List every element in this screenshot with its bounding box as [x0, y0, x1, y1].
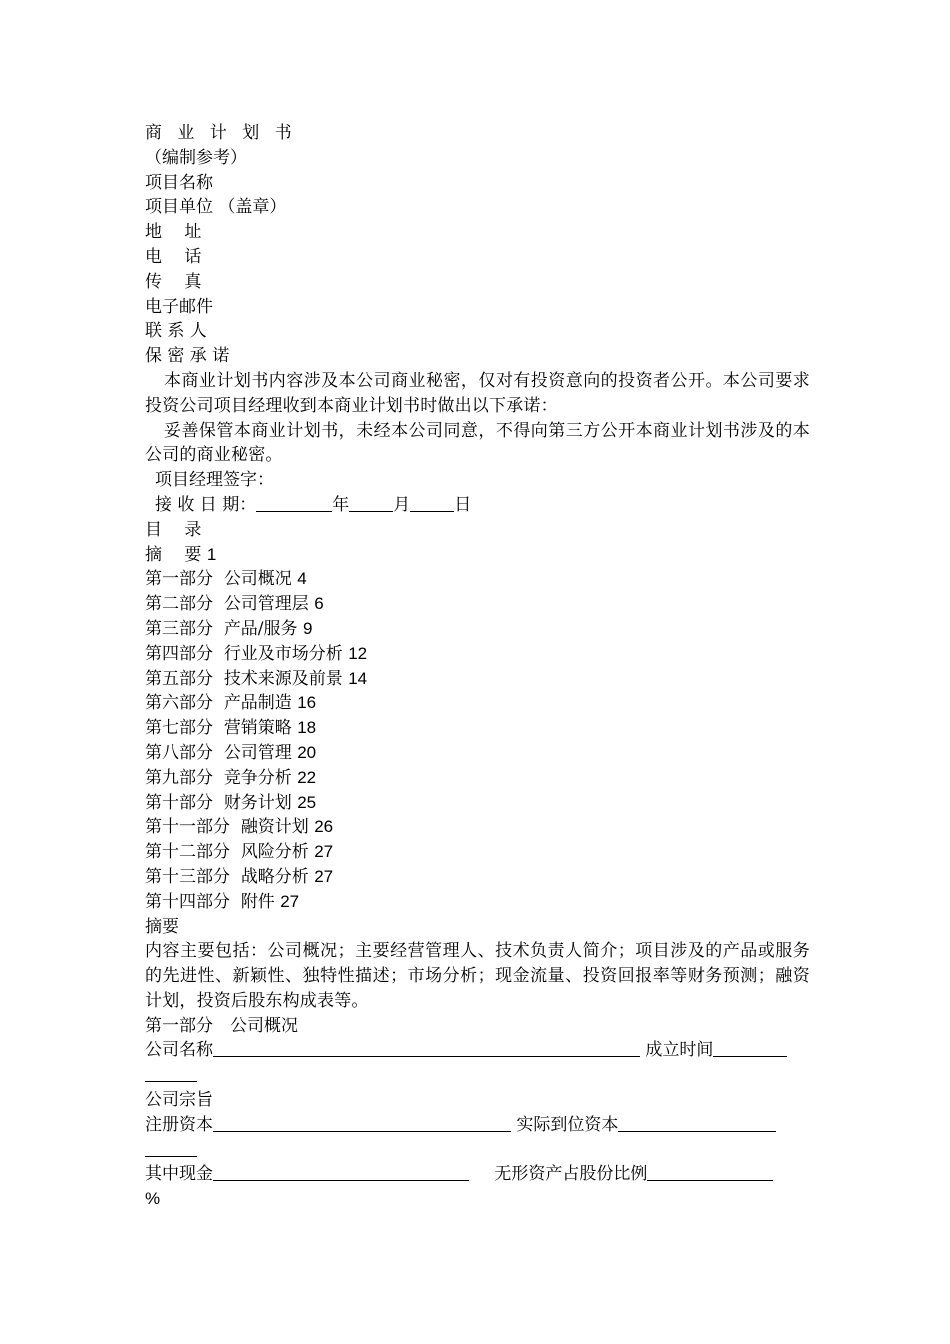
toc-part: 第四部分 [145, 643, 213, 664]
summary-text: 内容主要包括：公司概况；主要经营管理人、技术负责人简介；项目涉及的产品或服务的先进性、新颖性、独特性描述；市场分析；现金流量、投资回报率等财务预测；融资计划，投资后股东构成表等。 [145, 941, 810, 1011]
toc-part: 第十二部分 [145, 842, 230, 863]
toc-page: 22 [297, 767, 317, 787]
toc-item [145, 567, 810, 592]
toc-page: 20 [297, 742, 317, 762]
year-label: 年 [332, 494, 350, 515]
toc-item [145, 865, 810, 890]
toc-part: 第一部分 [145, 569, 213, 590]
toc-item [145, 791, 810, 816]
year-blank[interactable] [256, 493, 332, 512]
toc-part: 第九部分 [145, 767, 213, 788]
toc-page: 25 [297, 792, 317, 812]
toc-part: 第十三部分 [145, 866, 230, 887]
toc-title: 产品/服务 [223, 618, 298, 639]
month-label: 月 [393, 494, 411, 515]
founded-label: 成立时间 [645, 1040, 714, 1061]
receive-date-line [145, 493, 810, 518]
toc-part: 第二部分 [145, 594, 213, 615]
toc-page: 18 [297, 718, 317, 738]
toc-part: 第五部分 [145, 668, 213, 689]
toc-page: 9 [302, 618, 313, 638]
toc-item [145, 766, 810, 791]
toc-summary-page: 1 [206, 544, 217, 564]
toc-page: 27 [314, 866, 334, 886]
toc-title: 财务计划 [223, 792, 292, 813]
cash-blank[interactable] [213, 1162, 469, 1181]
registered-capital-label: 注册资本 [145, 1114, 213, 1135]
toc-page: 26 [314, 817, 334, 837]
toc-title: 行业及市场分析 [223, 643, 343, 664]
toc-title: 融资计划 [240, 817, 309, 838]
paid-capital-blank-cont[interactable] [145, 1138, 197, 1157]
toc-item [145, 716, 810, 741]
capital-row-cont [145, 1138, 810, 1163]
company-name-row-cont [145, 1063, 810, 1088]
field-email: 电子邮件 [145, 296, 213, 317]
toc-title: 公司管理 [223, 742, 292, 763]
toc-title: 营销策略 [223, 718, 292, 739]
field-contact: 联 系 人 [145, 321, 207, 342]
toc-page: 14 [348, 668, 368, 688]
registered-capital-blank[interactable] [213, 1113, 511, 1132]
cash-row [145, 1162, 810, 1187]
percent-sign: % [145, 1189, 161, 1209]
toc-heading: 目 录 [145, 519, 202, 540]
toc-part: 第十部分 [145, 792, 213, 813]
company-name-label: 公司名称 [145, 1040, 213, 1061]
toc-title: 产品制造 [223, 693, 292, 714]
document-title: 商 业 计 划 书 [145, 123, 297, 143]
signature-line [145, 468, 810, 493]
confidentiality-paragraph-2: 妥善保管本商业计划书，未经本公司同意，不得向第三方公开本商业计划书涉及的本公司的商业秘密。 [145, 420, 810, 466]
month-blank[interactable] [349, 493, 393, 512]
day-label: 日 [454, 494, 472, 515]
toc-item [145, 691, 810, 716]
part1-heading: 第一部分 公司概况 [145, 1015, 298, 1036]
intangible-blank[interactable] [647, 1162, 773, 1181]
toc-title: 风险分析 [240, 842, 309, 863]
intangible-label: 无形资产占股份比例 [494, 1164, 648, 1185]
toc-title: 竞争分析 [223, 767, 292, 788]
company-name-row [145, 1038, 810, 1063]
toc-part: 第十一部分 [145, 817, 230, 838]
company-name-blank[interactable] [213, 1038, 640, 1057]
toc-item [145, 890, 810, 915]
toc-item [145, 741, 810, 766]
toc-summary [145, 543, 810, 568]
toc-page: 12 [348, 643, 368, 663]
toc-item [145, 617, 810, 642]
toc-part: 第八部分 [145, 742, 213, 763]
summary-heading: 摘要 [145, 916, 179, 937]
document-page [145, 121, 810, 1212]
toc-title: 技术来源及前景 [223, 668, 343, 689]
toc-page: 27 [280, 891, 300, 911]
field-project-name: 项目名称 [145, 172, 213, 193]
capital-row [145, 1113, 810, 1138]
toc-title: 附件 [240, 891, 275, 912]
toc-part: 第十四部分 [145, 891, 230, 912]
toc-page: 6 [314, 594, 324, 614]
day-blank[interactable] [410, 493, 454, 512]
toc-part: 第六部分 [145, 693, 213, 714]
field-fax: 传 真 [145, 271, 202, 292]
toc-part: 第七部分 [145, 718, 213, 739]
founded-blank-cont[interactable] [145, 1063, 197, 1082]
receive-date-label: 接 收 日 期： [155, 494, 257, 515]
toc-part: 第三部分 [145, 618, 213, 639]
toc-item [145, 840, 810, 865]
field-project-unit: 项目单位 （盖章） [145, 197, 287, 218]
toc-title: 战略分析 [240, 866, 309, 887]
document-subtitle: （编制参考） [145, 147, 247, 168]
toc-item [145, 592, 810, 617]
toc-item [145, 642, 810, 667]
founded-blank[interactable] [713, 1038, 787, 1057]
signature-label: 项目经理签字： [155, 470, 274, 491]
toc-item [145, 667, 810, 692]
toc-page: 4 [297, 569, 307, 589]
toc-page: 27 [314, 842, 334, 862]
cash-label: 其中现金 [145, 1164, 213, 1185]
toc-title: 公司管理层 [223, 594, 309, 615]
field-phone: 电 话 [145, 246, 202, 267]
paid-capital-blank[interactable] [618, 1113, 776, 1132]
field-address: 地 址 [145, 222, 202, 243]
confidentiality-heading: 保 密 承 诺 [145, 346, 230, 367]
paid-capital-label: 实际到位资本 [516, 1114, 619, 1135]
toc-summary-label: 摘 要 [145, 544, 202, 565]
confidentiality-paragraph-1: 本商业计划书内容涉及本公司商业秘密，仅对有投资意向的投资者公开。本公司要求投资公司项目经理收到本商业计划书时做出以下承诺： [145, 370, 810, 416]
purpose-label: 公司宗旨 [145, 1090, 213, 1111]
toc-page: 16 [297, 693, 317, 713]
toc-item [145, 815, 810, 840]
toc-title: 公司概况 [223, 569, 292, 590]
